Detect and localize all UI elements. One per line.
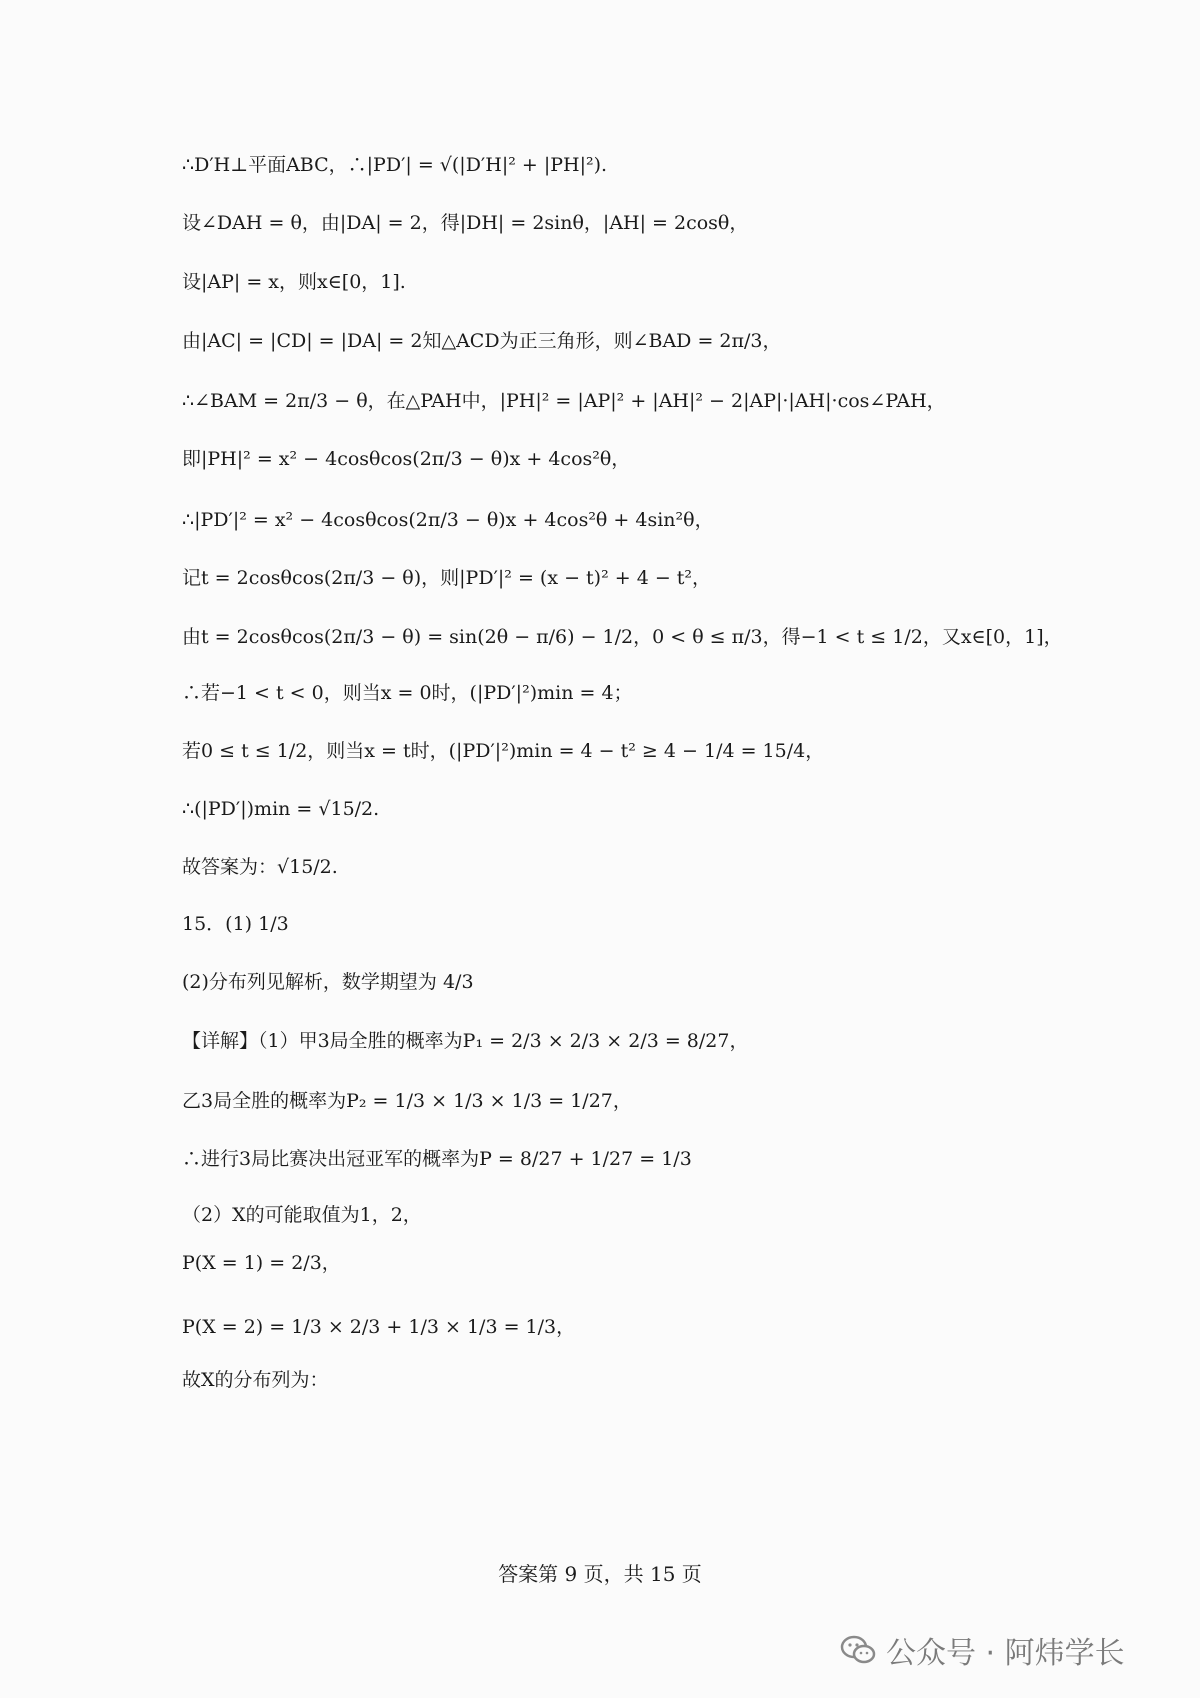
text-line: ∴D′H⊥平面ABC，∴|PD′| = √(|D′H|² + |PH|²). [182, 154, 608, 176]
text-line: P(X = 2) = 1/3 × 2/3 + 1/3 × 1/3 = 1/3， [182, 1316, 576, 1338]
text-line: ∴∠BAM = 2π/3 − θ，在△PAH中，|PH|² = |AP|² + |AH|² − 2|AP|·|AH|·cos∠PAH， [182, 390, 946, 412]
text-line: 由t = 2cosθcos(2π/3 − θ) = sin(2θ − π/6) − 1/2，0 < θ ≤ π/3，得−1 < t ≤ 1/2，又x∈[0，1]， [182, 626, 1063, 648]
text-line: 即|PH|² = x² − 4cosθcos(2π/3 − θ)x + 4cos²θ， [182, 448, 631, 470]
text-line: 设|AP| = x，则x∈[0，1]. [182, 271, 406, 293]
watermark [840, 1628, 1125, 1672]
text-line: （2）X的可能取值为1，2， [182, 1204, 422, 1226]
page-footer: 答案第 9 页，共 15 页 [498, 1562, 702, 1586]
text-line: ∴进行3局比赛决出冠亚军的概率为P = 8/27 + 1/27 = 1/3 [182, 1148, 692, 1170]
text-line: 设∠DAH = θ，由|DA| = 2，得|DH| = 2sinθ，|AH| = 2cosθ， [182, 212, 749, 234]
text-line: ∴若−1 < t < 0，则当x = 0时，(|PD′|²)min = 4； [182, 682, 633, 704]
text-line: 若0 ≤ t ≤ 1/2，则当x = t时，(|PD′|²)min = 4 − t² ≥ 4 − 1/4 = 15/4， [182, 740, 825, 762]
text-line: P(X = 1) = 2/3， [182, 1252, 341, 1274]
wechat-icon [840, 1635, 876, 1665]
text-line: 故答案为：√15/2. [182, 856, 338, 878]
text-line: ∴|PD′|² = x² − 4cosθcos(2π/3 − θ)x + 4cos²θ + 4sin²θ， [182, 509, 714, 531]
text-line: (2)分布列见解析，数学期望为 4/3 [182, 971, 474, 993]
text-line: 【详解】（1）甲3局全胜的概率为P₁ = 2/3 × 2/3 × 2/3 = 8/27， [182, 1030, 749, 1052]
text-line: 15．(1) 1/3 [182, 913, 289, 935]
text-line: ∴(|PD′|)min = √15/2. [182, 798, 380, 820]
text-line: 记t = 2cosθcos(2π/3 − θ)，则|PD′|² = (x − t)² + 4 − t²， [182, 567, 712, 589]
watermark-text: 公众号 · 阿炜学长 [886, 1636, 1125, 1671]
text-line: 故X的分布列为： [182, 1369, 329, 1391]
text-line: 乙3局全胜的概率为P₂ = 1/3 × 1/3 × 1/3 = 1/27， [182, 1090, 632, 1112]
text-line: 由|AC| = |CD| = |DA| = 2知△ACD为正三角形，则∠BAD = 2π/3， [182, 330, 782, 352]
